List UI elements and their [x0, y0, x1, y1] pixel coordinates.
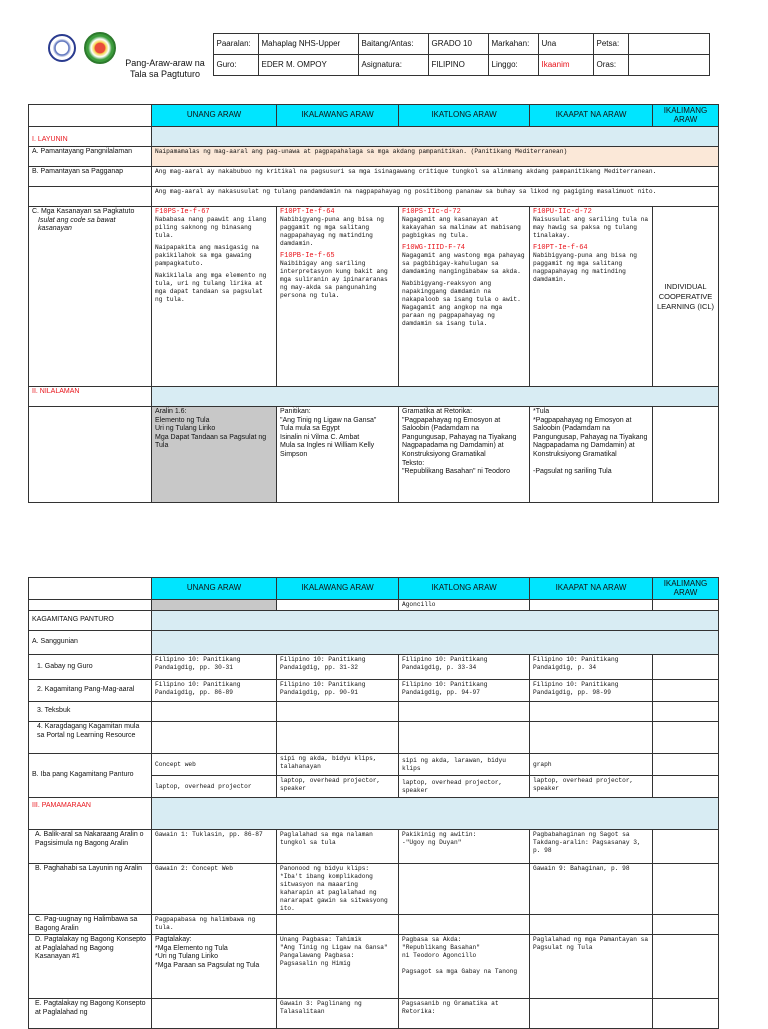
section-nilalaman: II. NILALAMAN — [29, 387, 152, 407]
petsa-value — [628, 34, 709, 55]
header-table: Paaralan: Mahaplag NHS-Upper Baitang/Antas: GRADO 10 Markahan: Una Petsa: Guro: EDER M. OMPOY Asignatura: FILIPINO Linggo: Ikaanim Oras: — [28, 33, 710, 76]
dll-table-2: UNANG ARAW IKALAWANG ARAW IKATLONG ARAW IKAAPAT NA ARAW IKALIMANG ARAW Agoncillo KAGAMITANG PANTURO A. Sanggunian 1. Gabay ng Guro Filipino 10: Panitikang Pandaigdig, pp. 30-31 Filipino 10: Panitikang Pandaigdig, pp. 31-32 Filipino 10: Panitikang Pandaigdig, p. 33-34 Filipino 10: Panitikang Pandaigdig, p. 34 2. Kagamitang Pang-Mag-aaral Filipino 10: Panitikang Pandaigdig, pp. 86-89 Filipino 10: Panitikang Pandaigdig, pp. 90-91 Filipino 10: Panitikang Pandaigdig, pp. 94-97 Filipino 10: Panitikang Pandaigdig, pp. 98-99 3. Teksbuk 4. Karagdagang Kagamitan mula sa Portal ng Learning Resource B. Iba pang Kagamitang Panturo Concept web sipi ng akda, bidyu klips, talahanayan sipi ng akda, larawan, bidyu klips graph laptop, overhead projector laptop, overhead projector, speaker laptop, overhead projector, speaker laptop, overhead projector, speaker III. PAMAMARAAN A. Balik-aral sa Nakaraang Aralin o Pagsisimula ng Bagong Aralin Gawain 1: Tuklasin, pp. 86-87 Paglalahad sa mga nalaman tungkol sa tula Pakikinig ng awitin: -"Ugoy ng Duyan" Pagbabahaginan ng Sagot sa Takdang-aralin: Pagsasanay 3, p. 98 B. Paghahabi sa Layunin ng Aralin Gawain 2: Concept Web Panonood ng bidyu klips: *Iba't ibang komplikadong sitwasyon na maaaring kaharapin at paglalahad ng nararapat gawin sa sitwasyong ito. Gawain 9: Bahaginan, p. 98 C. Pag-uugnay ng Halimbawa sa Bagong Aralin Pagpapabasa ng halimbawa ng tula. D. Pagtalakay ng Bagong Konsepto at Paglalahad ng Bagong Kasanayan #1 Pagtalakay: *Mga Elemento ng Tula *Uri ng Tulang Liriko *Mga Paraan sa Pagsulat ng Tula Unang Pagbasa: Tahimik "Ang Tinig ng Ligaw na Gansa" Pangalawang Pagbasa: Pagsasalin ng Himig Pagbasa sa Akda: "Republikang Basahan" ni Teodoro Agoncillo Pagsagot sa mga Gabay na Tanong Paglalahad ng mga Pamantayan sa Pagsulat ng Tula E. Pagtalakay ng Bagong Konsepto at Paglalahad ng Gawain 3: Paglinang ng Talasalitaan Pagsasanib ng Gramatika at Retorika: — [28, 577, 719, 1029]
day-header: IKAAPAT NA ARAW — [530, 578, 653, 600]
day-header: IKALIMANG ARAW — [653, 578, 719, 600]
page-title: Pang-Araw-araw na Tala sa Pagtuturo — [125, 58, 205, 79]
day-header: IKALAWANG ARAW — [277, 105, 399, 127]
section-pamamaraan: III. PAMAMARAAN — [29, 798, 152, 830]
day-header: UNANG ARAW — [152, 105, 277, 127]
day-header: IKATLONG ARAW — [399, 105, 530, 127]
section-layunin: I. LAYUNIN — [29, 127, 152, 147]
dll-table-1: UNANG ARAW IKALAWANG ARAW IKATLONG ARAW IKAAPAT NA ARAW IKALIMANG ARAW I. LAYUNIN A. Pamantayang Pangnilalaman Naipamamalas ng mag-aaral ang pag-unawa at pagpapahalaga sa mga akdang pampanitikan. (Panitikang Mediterranean) B. Pamantayan sa Pagganap Ang mag-aaral ay nakabubuo ng kritikal na pagsusuri sa mga isinagawang critique tungkol sa alinmang akdang pampanitikang Mediterranean. Ang mag-aaral ay nakasusulat ng tulang pandamdamin na nagpapahayag ng positibong pananaw sa buhay sa likod ng pagiging masalimuot nito. C. Mga Kasanayan sa Pagkatuto Isulat ang code sa bawat kasanayan F10PS-Ie-f-67 Nababasa nang paawit ang ilang piling saknong ng binasang tula. Naipapakita ang masigasig na pakikilahok sa mga gawaing pampagkatuto. Nakikilala ang mga elemento ng tula, uri ng tulang lirika at mga dapat tandaan sa pagsulat ng tula. F10PT-Ie-f-64 Nabibigyang-puna ang bisa ng paggamit ng mga salitang nagpapahayag ng matinding damdamin. F10PB-Ie-f-65 Naibibigay ang sariling interpretasyon kung bakit ang mga suliranin ay ipinararanas ng may-akda sa pangunahing persona ng tula. F10PS-IIc-d-72 Nagagamit ang kasanayan at kakayahan sa malinaw at mabisang pagbigkas ng tula. F10WG-IIID-F-74 Nagagamit ang wastong mga pahayag sa pagbibigay-kahulugan sa damdaming nangingibabaw sa akda. Nabibigyang-reaksyon ang napakinggang damdamin na nakapaloob sa isang tula o awit. Nagagamit ang angkop na mga paraan ng pagpapahayag ng damdamin sa isang tula. F10PU-IIc-d-72 Naisusulat ang sariling tula na may hawig sa paksa ng tulang tinalakay. F10PT-Ie-f-64 Nabibigyang-puna ang bisa ng paggamit ng mga salitang nagpapahayag ng matinding damdamin. INDIVIDUAL COOPERATIVE LEARNING (ICL) II. NILALAMAN Aralin 1.6: Elemento ng Tula Uri ng Tulang Liriko Mga Dapat Tandaan sa Pagsulat ng Tula Panitikan: "Ang Tinig ng Ligaw na Gansa" Tula mula sa Egypt Isinalin ni Vilma C. Ambat Mula sa Ingles ni William Kelly Simpson Gramatika at Retorika: "Pagpapahayag ng Emosyon at Saloobin (Padamdam na Pangungusap, Pahayag na Tiyakang Nagpapadama ng Damdamin) at Konstruksiyong Gramatikal Teksto: "Republikang Basahan" ni Teodoro *Tula *Pagpapahayag ng Emosyon at Saloobin (Padamdam na Pangungusap, Pahayag na Tiyakang Nagpapadama ng Damdamin) at Konstruksiyong Gramatikal -Pagsulat ng sariling Tula — [28, 104, 719, 503]
day-header: UNANG ARAW — [152, 578, 277, 600]
day-header: IKATLONG ARAW — [399, 578, 530, 600]
day-header: IKAAPAT NA ARAW — [530, 105, 653, 127]
day-header: IKALIMANG ARAW — [653, 105, 719, 127]
oras-value — [628, 55, 709, 76]
day-header: IKALAWANG ARAW — [277, 578, 399, 600]
